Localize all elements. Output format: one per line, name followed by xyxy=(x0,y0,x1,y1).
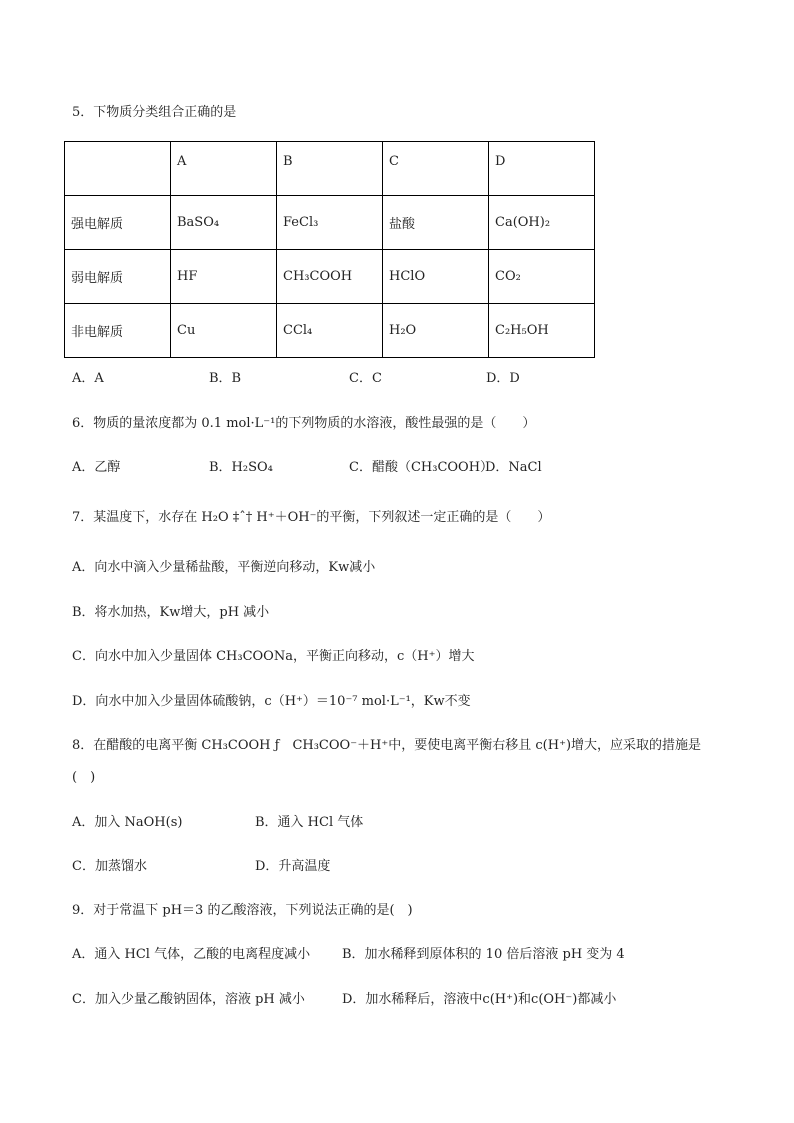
option-d[interactable]: D．升高温度 xyxy=(255,859,331,874)
q8-options-row2 xyxy=(72,858,330,876)
option-b[interactable]: B．将水加热，Kw增大，pH 减小 xyxy=(72,605,270,620)
q9-stem: 9．对于常温下 pH＝3 的乙酸溶液，下列说法正确的是( ) xyxy=(72,903,413,918)
table-cell: 盐酸 xyxy=(383,196,489,250)
table-row xyxy=(65,196,595,250)
option-a[interactable]: A．A xyxy=(72,371,104,386)
q6-options xyxy=(72,459,542,477)
q7-stem: 7．某温度下，水存在 H₂O ‡ˆ† H⁺＋OH⁻的平衡，下列叙述一定正确的是（ ） xyxy=(72,510,551,525)
table-cell: A xyxy=(171,142,277,196)
q5-options xyxy=(72,370,520,388)
table-cell: HF xyxy=(171,250,277,304)
table-cell: H₂O xyxy=(383,304,489,358)
option-c[interactable]: C．加蒸馏水 xyxy=(72,859,147,874)
table-row xyxy=(65,304,595,358)
q9-options-row1 xyxy=(72,946,625,964)
table-cell: CCl₄ xyxy=(277,304,383,358)
q5-stem: 5．下物质分类组合正确的是 xyxy=(72,105,237,120)
option-b[interactable]: B．加水稀释到原体积的 10 倍后溶液 pH 变为 4 xyxy=(342,947,625,962)
table-row xyxy=(65,250,595,304)
option-b[interactable]: B．B xyxy=(209,371,242,386)
table-cell: Ca(OH)₂ xyxy=(489,196,595,250)
q6-stem: 6．物质的量浓度都为 0.1 mol·L⁻¹的下列物质的水溶液，酸性最强的是（ ） xyxy=(72,416,536,431)
option-d[interactable]: D．向水中加入少量固体硫酸钠，c（H⁺）＝10⁻⁷ mol·L⁻¹，Kw不变 xyxy=(72,694,471,709)
option-a[interactable]: A．乙醇 xyxy=(72,460,121,475)
table-cell: D xyxy=(489,142,595,196)
table-cell: HClO xyxy=(383,250,489,304)
table-cell: CO₂ xyxy=(489,250,595,304)
table-cell: CH₃COOH xyxy=(277,250,383,304)
table-cell: 非电解质 xyxy=(65,304,171,358)
option-c[interactable]: C．向水中加入少量固体 CH₃COONa，平衡正向移动，c（H⁺）增大 xyxy=(72,649,475,664)
option-d[interactable]: D．加水稀释后，溶液中c(H⁺)和c(OH⁻)都减小 xyxy=(342,992,617,1007)
option-a[interactable]: A．通入 HCl 气体，乙酸的电离程度减小 xyxy=(72,947,311,962)
option-d[interactable]: D．D xyxy=(486,371,520,386)
table-cell: BaSO₄ xyxy=(171,196,277,250)
classification-table xyxy=(64,141,595,358)
option-b[interactable]: B．通入 HCl 气体 xyxy=(255,815,364,830)
option-b[interactable]: B．H₂SO₄ xyxy=(209,460,273,475)
table-cell: C₂H₅OH xyxy=(489,304,595,358)
table-cell: FeCl₃ xyxy=(277,196,383,250)
option-c[interactable]: C．醋酸（CH₃COOH） xyxy=(349,460,494,475)
q8-options-row1 xyxy=(72,814,363,832)
q9-options-row2 xyxy=(72,991,616,1009)
table-cell: 弱电解质 xyxy=(65,250,171,304)
option-d[interactable]: D．NaCl xyxy=(485,460,542,475)
table-cell: B xyxy=(277,142,383,196)
option-c[interactable]: C．C xyxy=(349,371,382,386)
table-cell: C xyxy=(383,142,489,196)
table-cell xyxy=(65,142,171,196)
table-cell: Cu xyxy=(171,304,277,358)
table-header-row xyxy=(65,142,595,196)
option-c[interactable]: C．加入少量乙酸钠固体，溶液 pH 减小 xyxy=(72,992,305,1007)
option-a[interactable]: A．向水中滴入少量稀盐酸，平衡逆向移动，Kw减小 xyxy=(72,560,376,575)
table-cell: 强电解质 xyxy=(65,196,171,250)
q8-stem-line2: ( ) xyxy=(72,770,96,785)
q8-stem-line1: 8．在醋酸的电离平衡 CH₃COOH ƒ CH₃COO⁻＋H⁺中，要使电离平衡右移且 c(H⁺)增大，应采取的措施是 xyxy=(72,738,702,753)
option-a[interactable]: A．加入 NaOH(s) xyxy=(72,815,183,830)
